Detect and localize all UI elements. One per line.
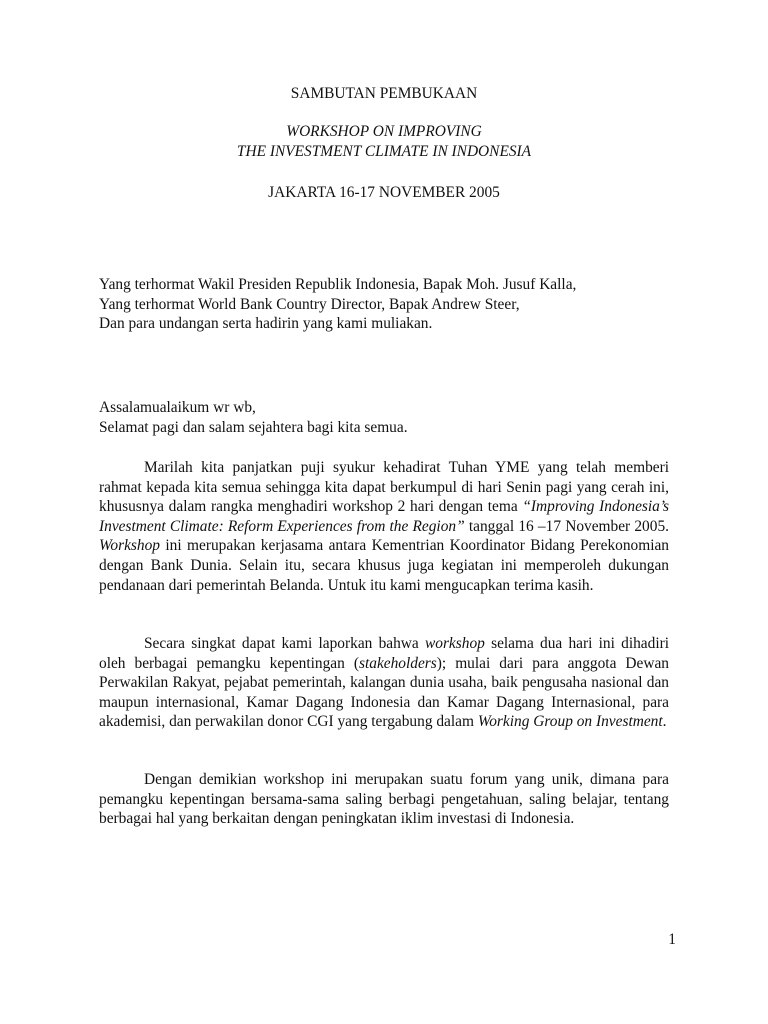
p2-text-1: Secara singkat dapat kami laporkan bahwa [144,635,425,652]
paragraph-2 [99,634,669,732]
greeting-line-2: Selamat pagi dan salam sejahtera bagi kita semua. [99,418,408,436]
paragraph-3: Dengan demikian workshop ini merupakan suatu forum yang unik, dimana para pemangku kepentingan bersama-sama saling berbagi pengetahuan, saling belajar, tentang berbagai hal yang berkaitan dengan peningkatan iklim investasi di Indonesia. [99,771,669,828]
p1-text-1: Marilah kita panjatkan puji syukur kehadirat Tuhan YME yang telah memberi rahmat kepada kita semua sehingga kita dapat berkumpul di hari Senin pagi yang cerah ini, khususnya dalam rangka menghadiri workshop 2 hari dengan tema [99,459,669,516]
p2-stakeholders: stakeholders [358,654,437,672]
p2-workshop: workshop [424,635,485,652]
p1-workshop: Workshop [99,537,160,555]
p2-text-2: selama dua hari ini dihadiri oleh berbagai pemangku kepentingan ( [99,635,669,672]
workshop-subtitle [0,122,768,161]
page-number: 1 [668,931,676,948]
paragraph-1 [99,458,669,595]
p1-text-3: ini merupakan kerjasama antara Kementrian Koordinator Bidang Perekonomian dengan Bank Dunia. Selain itu, secara khusus juga kegiatan ini memperoleh dukungan pendanaan dari pemerintah Belanda. Untuk itu kami mengucapkan terima kasih. [99,537,669,594]
salutation-line-3: Dan para undangan serta hadirin yang kami muliakan. [99,315,433,333]
p1-text-2: tanggal 16 –17 November 2005. [464,517,669,535]
subtitle-line-2: THE INVESTMENT CLIMATE IN INDONESIA [236,142,532,160]
event-date: JAKARTA 16-17 NOVEMBER 2005 [268,184,500,201]
greeting-line-1: Assalamualaikum wr wb, [99,399,256,416]
salutation-line-1: Yang terhormat Wakil Presiden Republik Indonesia, Bapak Moh. Jusuf Kalla, [99,276,577,293]
p2-working-group: Working Group on Investment [477,713,663,731]
p2-text-3: ); mulai dari para anggota Dewan Perwakilan Rakyat, pejabat pemerintah, kalangan dunia usaha, baik pengusaha nasional dan maupun internasional, Kamar Dagang Indonesia dan Kamar Dagang Internasional, para akademisi, dan perwakilan donor CGI yang tergabung dalam [99,654,670,731]
p1-theme: “Improving Indonesia’s Investment Climate: Reform Experiences from the Region” [99,498,669,535]
salutation-line-2: Yang terhormat World Bank Country Director, Bapak Andrew Steer, [99,295,520,313]
document-title: SAMBUTAN PEMBUKAAN [290,85,478,102]
greeting [99,398,669,437]
salutation [99,275,669,334]
subtitle-line-1: WORKSHOP ON IMPROVING [286,123,482,140]
p2-text-4: . [662,713,667,731]
